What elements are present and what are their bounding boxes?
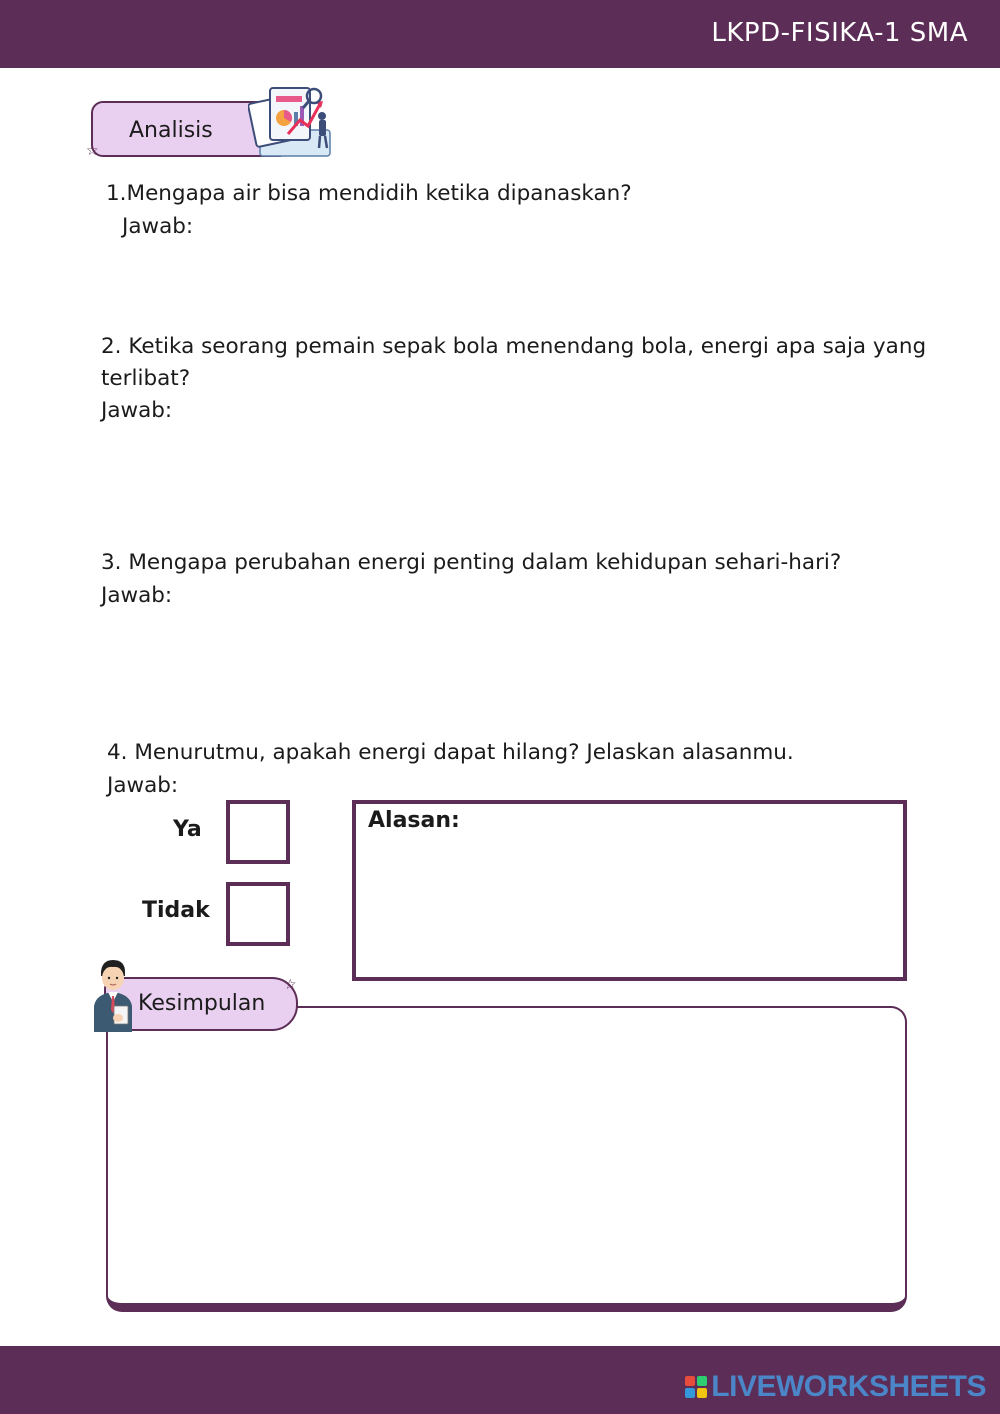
footer-bar <box>0 1346 1000 1414</box>
option-no-label: Tidak <box>142 898 210 923</box>
question-4: 4. Menurutmu, apakah energi dapat hilang? Jelaskan alasanmu. <box>107 740 794 765</box>
option-no-checkbox[interactable] <box>226 882 290 946</box>
answer-label-3: Jawab: <box>101 583 173 608</box>
option-yes-label: Ya <box>173 817 202 842</box>
conclusion-section-label: Kesimpulan <box>138 991 266 1016</box>
star-icon: ☆ <box>86 143 99 159</box>
analysis-section-label: Analisis <box>129 118 213 143</box>
reason-answer-box[interactable] <box>352 800 907 981</box>
answer-label-4: Jawab: <box>107 773 179 798</box>
liveworksheets-logo[interactable] <box>685 1370 986 1404</box>
question-2-line-2: terlibat? <box>101 366 191 391</box>
header-bar <box>0 0 1000 68</box>
conclusion-answer-box[interactable] <box>106 1006 907 1312</box>
data-analysis-illustration-icon <box>248 82 338 162</box>
option-yes-checkbox[interactable] <box>226 800 290 864</box>
star-icon: ☆ <box>284 977 297 993</box>
worksheet-title: LKPD-FISIKA-1 SMA <box>711 18 968 48</box>
liveworksheets-logo-text: LIVEWORKSHEETS <box>711 1370 986 1403</box>
question-2-line-1: 2. Ketika seorang pemain sepak bola menendang bola, energi apa saja yang <box>101 334 927 359</box>
liveworksheets-logo-icon <box>685 1376 707 1398</box>
answer-label-1: Jawab: <box>122 214 194 239</box>
question-3: 3. Mengapa perubahan energi penting dalam kehidupan sehari-hari? <box>101 550 842 575</box>
answer-label-2: Jawab: <box>101 398 173 423</box>
question-1: 1.Mengapa air bisa mendidih ketika dipanaskan? <box>106 181 632 206</box>
student-illustration-icon <box>90 958 136 1034</box>
reason-label: Alasan: <box>368 808 460 833</box>
